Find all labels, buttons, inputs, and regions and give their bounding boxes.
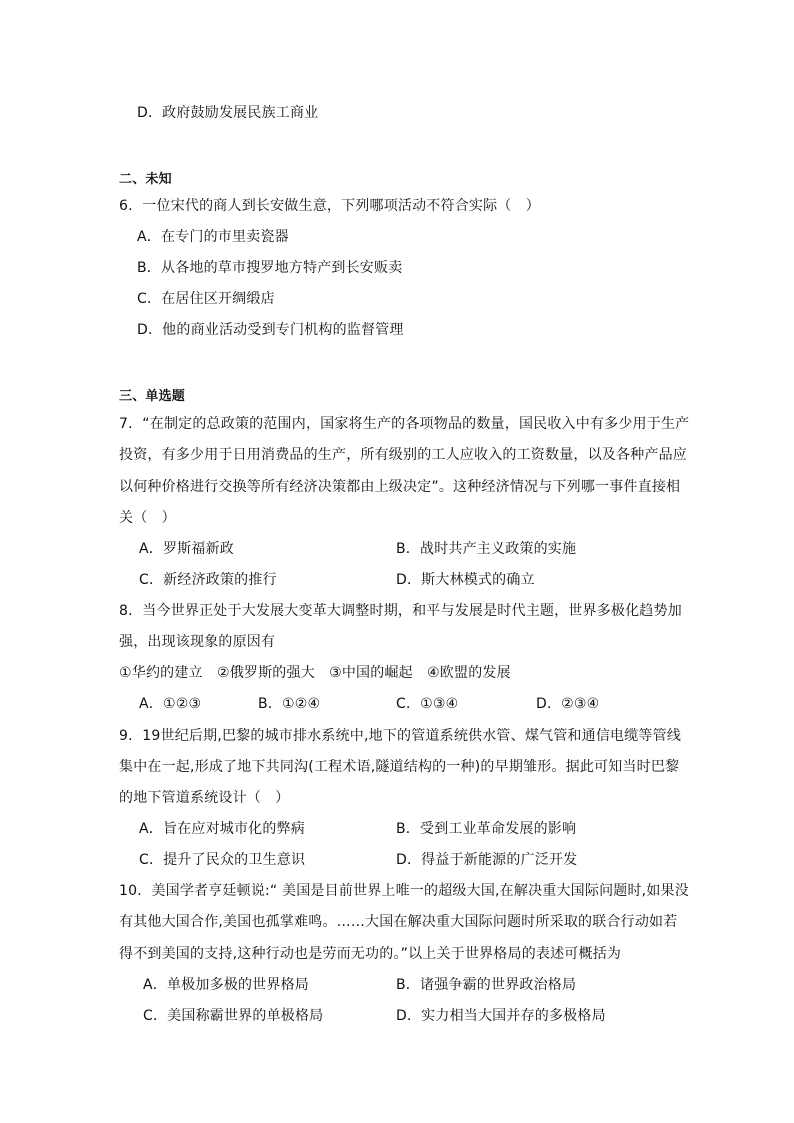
q6-option-a: A．在专门的市里卖瓷器	[137, 229, 289, 245]
q5-option-d: D．政府鼓励发展民族工商业	[137, 105, 319, 121]
question-9-line-2: 集中在一起,形成了地下共同沟(工程术语,隧道结构的一种)的早期雏形。据此可知当时巴黎	[119, 759, 680, 775]
section-heading-unknown: 二、未知	[119, 172, 172, 187]
question-9-line-1: 9．19世纪后期,巴黎的城市排水系统中,地下的管道系统供水管、煤气管和通信电缆等管线	[119, 728, 682, 744]
section-heading-single-choice: 三、单选题	[119, 389, 186, 404]
q7-option-c: C．新经济政策的推行	[139, 572, 277, 588]
question-8-line-1: 8．当今世界正处于大发展大变革大调整时期，和平与发展是时代主题，世界多极化趋势加	[119, 603, 682, 619]
question-7-line-4: 关（ ）	[119, 510, 176, 526]
question-7-line-1: 7．“在制定的总政策的范围内，国家将生产的各项物品的数量，国民收入中有多少用于生产	[119, 416, 690, 432]
q7-option-a: A．罗斯福新政	[139, 541, 234, 557]
q10-option-a: A．单极加多极的世界格局	[143, 977, 309, 993]
question-7-line-3: 以何种价格进行交换等所有经济决策都由上级决定”。这种经济情况与下列哪一事件直接相	[119, 479, 681, 495]
question-8-items: ①华约的建立 ②俄罗斯的强大 ③中国的崛起 ④欧盟的发展	[119, 665, 511, 681]
q8-option-d: D．②③④	[536, 696, 600, 712]
q7-option-d: D．斯大林模式的确立	[396, 572, 535, 588]
question-9-line-3: 的地下管道系统设计（ ）	[119, 790, 290, 806]
q9-option-d: D．得益于新能源的广泛开发	[396, 852, 578, 868]
q6-option-d: D．他的商业活动受到专门机构的监督管理	[137, 322, 404, 338]
q9-option-c: C．提升了民众的卫生意识	[139, 852, 306, 868]
question-6-stem: 6．一位宋代的商人到长安做生意，下列哪项活动不符合实际（ ）	[119, 198, 540, 214]
q10-option-d: D．实力相当大国并存的多极格局	[396, 1008, 606, 1024]
q9-option-b: B．受到工业革命发展的影响	[396, 821, 577, 837]
question-10-line-2: 有其他大国合作,美国也孤掌难鸣。……大国在解决重大国际问题时所采取的联合行动如若	[119, 914, 678, 930]
q10-option-c: C．美国称霸世界的单极格局	[143, 1008, 324, 1024]
q6-option-b: B．从各地的草市搜罗地方特产到长安贩卖	[137, 260, 403, 276]
question-10-line-3: 得不到美国的支持,这种行动也是劳而无功的。”以上关于世界格局的表述可概括为	[119, 946, 622, 962]
q8-option-c: C．①③④	[396, 696, 459, 712]
question-8-line-2: 强，出现该现象的原因有	[119, 634, 276, 650]
q10-option-b: B．诸强争霸的世界政治格局	[396, 977, 577, 993]
q7-option-b: B．战时共产主义政策的实施	[396, 541, 577, 557]
q6-option-c: C．在居住区开绸缎店	[137, 291, 275, 307]
question-10-line-1: 10．美国学者亨廷顿说:“ 美国是目前世界上唯一的超级大国,在解决重大国际问题时,如果没	[119, 883, 689, 899]
q9-option-a: A．旨在应对城市化的弊病	[139, 821, 305, 837]
q8-option-a: A．①②③	[139, 696, 202, 712]
question-7-line-2: 投资，有多少用于日用消费品的生产，所有级别的工人应收入的工资数量，以及各种产品应	[119, 447, 687, 463]
q8-option-b: B．①②④	[258, 696, 321, 712]
